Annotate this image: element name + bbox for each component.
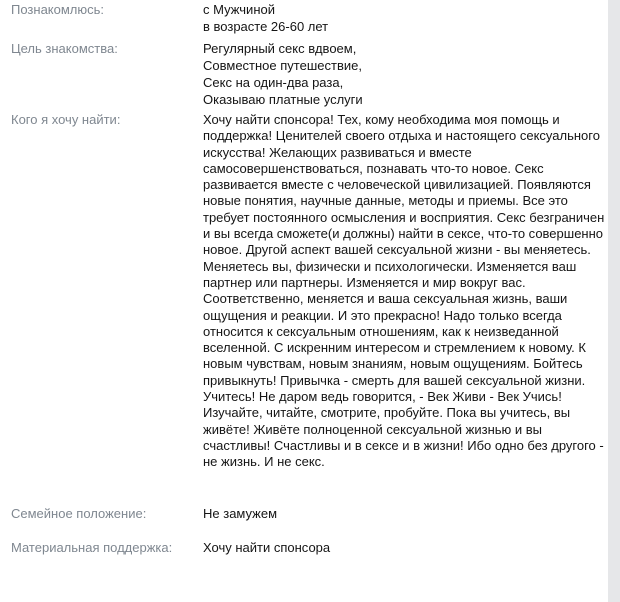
support-label: Материальная поддержка: bbox=[11, 540, 173, 555]
support-value bbox=[203, 539, 605, 556]
goal-item: Оказываю платные услуги bbox=[203, 92, 363, 107]
meet-label: Познакомлюсь: bbox=[11, 2, 105, 17]
seeking-value bbox=[203, 111, 605, 471]
scroll-edge bbox=[608, 0, 620, 602]
meet-age: в возрасте 26-60 лет bbox=[203, 19, 329, 34]
goal-label: Цель знакомства: bbox=[11, 41, 118, 56]
goal-item: Регулярный секс вдвоем, bbox=[203, 41, 357, 56]
goal-value bbox=[203, 40, 605, 108]
meet-gender: с Мужчиной bbox=[203, 2, 275, 17]
family-status: Не замужем bbox=[203, 506, 278, 521]
seeking-text: Хочу найти спонсора! Тех, кому необходима моя помощь и поддержка! Ценителей своего отдыха и настоящего сексуального искусства! Желающих развиваться и вместе самосовершенствоваться, познавать что-то новое. Секс развивается вместе с человеческой цивилизацией. Появляются новые понятия, научные данные, методы и приемы. Все это требует постоянного осмысления и восприятия. Секс безграничен и вы всегда сможете(и должны) найти в сексе, что-то совершенно новое. Другой аспект вашей сексуальной жизни - вы меняетесь. Меняетесь вы, физически и психологически. Изменяется ваш партнер или партнеры. Изменяется и мир вокруг вас. Соответственно, меняется и ваша сексуальная жизнь, ваши ощущения и реакции. И это прекрасно! Надо только всегда относится к сексуальным отношениям, как к неизведанной вселенной. С искренним интересом и стремлением к новому. К новым чувствам, новым знаниям, новым ощущениям. Бойтесь привыкнуть! Привычка - смерть для вашей сексуальной жизни. Учитесь! Не даром ведь говорится, - Век Живи - Век Учись! Изучайте, читайте, смотрите, пробуйте. Пока вы учитесь, вы живёте! Живёте полноценной сексуальной жизнью и вы счастливы! Счастливы и в сексе и в жизни! Ибо одно без другого - не жизнь. И не секс. bbox=[203, 112, 605, 470]
family-value bbox=[203, 505, 605, 522]
support-status: Хочу найти спонсора bbox=[203, 540, 331, 555]
seeking-label: Кого я хочу найти: bbox=[11, 112, 121, 127]
goal-item: Секс на один-два раза, bbox=[203, 75, 344, 90]
goal-item: Совместное путешествие, bbox=[203, 58, 362, 73]
meet-value bbox=[203, 1, 605, 35]
family-label: Семейное положение: bbox=[11, 506, 147, 521]
